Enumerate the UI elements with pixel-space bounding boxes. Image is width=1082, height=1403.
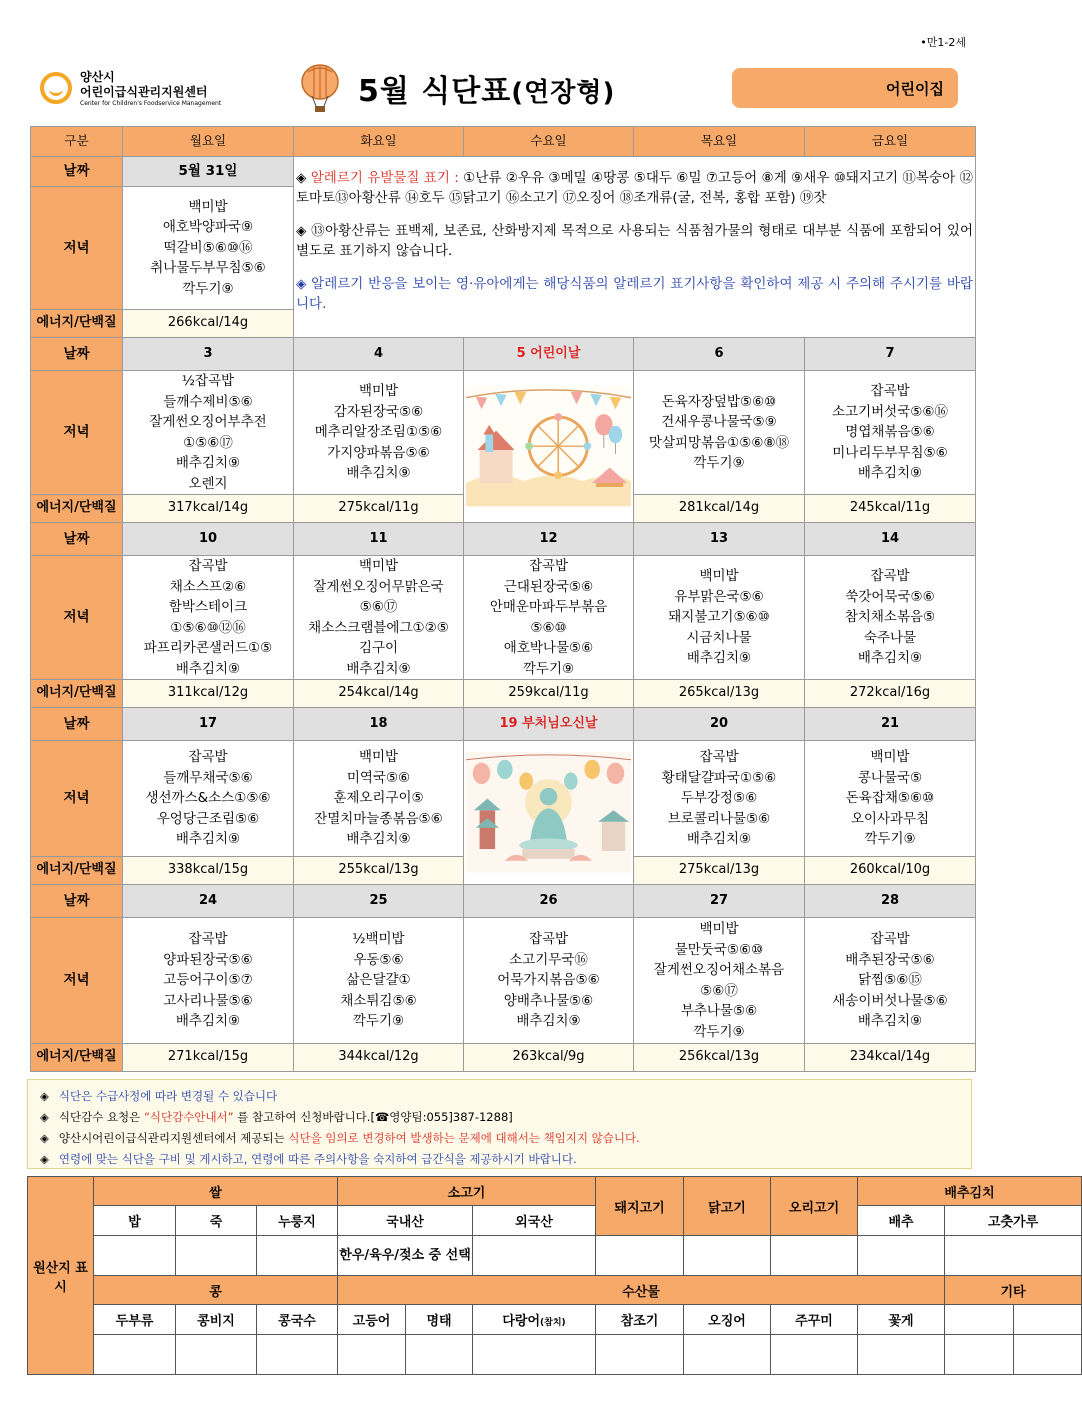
energy-cell: 263kcal/9g xyxy=(464,1044,634,1072)
menu-item: 배추김치⑨ xyxy=(857,465,923,482)
menu-item: 백미밥 xyxy=(699,921,739,937)
origin-input[interactable] xyxy=(771,1335,858,1375)
menu-item: 양파된장국⑤⑥ xyxy=(163,951,253,968)
origin-input[interactable] xyxy=(945,1236,1082,1276)
page-title xyxy=(358,66,615,110)
allergy-note-sulfite: ◈ ⑬아황산류는 표백제, 보존료, 산화방지제 목적으로 사용되는 식품첨가물의 형태로 대부분 식품에 포함되어 있어 별도로 표기하지 않습니다. xyxy=(296,222,973,259)
header-cell: 구분 xyxy=(31,127,123,157)
date-cell: 5 어린이날 xyxy=(464,338,634,371)
week-date-row xyxy=(31,523,976,556)
origin-input[interactable] xyxy=(473,1236,596,1276)
menu-item: 잡곡밥 xyxy=(188,558,228,574)
menu-item: 잡곡밥 xyxy=(870,931,910,948)
energy-cell: 275kcal/13g xyxy=(634,857,805,885)
menu-item: 채소튀김⑤⑥ xyxy=(340,992,417,1009)
dinner-label: 저녁 xyxy=(31,187,123,310)
menu-item: 생선까스&소스①⑤⑥ xyxy=(145,790,271,807)
origin-input[interactable] xyxy=(858,1236,945,1276)
origin-sub: 두부류 xyxy=(94,1305,176,1335)
origin-sub: 다랑어(참치) xyxy=(473,1305,596,1335)
date-cell: 17 xyxy=(123,708,294,741)
menu-item: 배추김치⑨ xyxy=(857,650,923,667)
menu-item: 어묵가지볶음⑤⑥ xyxy=(497,972,600,989)
menu-item: 안매운마파두부볶음 xyxy=(489,599,608,615)
menu-item: 물만둣국⑤⑥⑩ xyxy=(674,941,764,958)
menu-item: 쑥갓어묵국⑤⑥ xyxy=(845,588,935,605)
amusement-park-icon xyxy=(466,386,631,506)
menu-item: ⑤⑥⑰ xyxy=(700,982,738,999)
origin-input[interactable] xyxy=(94,1236,176,1276)
menu-cell xyxy=(805,741,976,857)
menu-item: 배추김치⑨ xyxy=(857,1013,923,1030)
header-cell: 금요일 xyxy=(805,127,976,157)
menu-item: 잘게썬오징어채소볶음 xyxy=(653,962,785,978)
origin-input[interactable] xyxy=(338,1335,406,1375)
origin-input[interactable] xyxy=(176,1236,257,1276)
menu-item: 돈육자장덮밥⑤⑥⑩ xyxy=(661,393,777,410)
menu-item: 깍두기⑨ xyxy=(693,455,745,471)
menu-item: 잡곡밥 xyxy=(188,749,228,766)
hot-air-balloon-icon xyxy=(298,64,342,114)
origin-sub: 누룽지 xyxy=(257,1206,338,1236)
menu-item: 미나리두부무침⑤⑥ xyxy=(832,444,948,461)
date-cell: 19 부처님오신날 xyxy=(464,708,634,741)
origin-input[interactable] xyxy=(473,1335,596,1375)
menu-cell xyxy=(464,918,634,1044)
origin-duck: 오리고기 xyxy=(771,1177,858,1236)
menu-item: 명엽채볶음⑤⑥ xyxy=(845,424,935,441)
menu-item: ½잡곡밥 xyxy=(181,373,235,389)
menu-item: 참치채소볶음⑤ xyxy=(844,609,936,626)
menu-cell xyxy=(634,918,805,1044)
energy-cell: 266kcal/14g xyxy=(123,310,294,338)
date-cell: 11 xyxy=(294,523,464,556)
menu-item: 고등어구이⑤⑦ xyxy=(163,972,253,989)
menu-item: 백미밥 xyxy=(358,383,399,400)
energy-cell: 281kcal/14g xyxy=(634,495,805,523)
energy-cell: 271kcal/15g xyxy=(123,1044,294,1072)
menu-item: 배추김치⑨ xyxy=(516,1013,581,1030)
energy-cell: 272kcal/16g xyxy=(805,680,976,708)
menu-cell xyxy=(294,556,464,680)
origin-sub: 고춧가루 xyxy=(945,1206,1082,1236)
notice-line: ◈ 식단은 수급사정에 따라 변경될 수 있습니다 xyxy=(40,1089,278,1103)
menu-item: 김구이 xyxy=(358,640,399,656)
dinner-label: 저녁 xyxy=(31,371,123,495)
menu-item: 콩나물국⑤ xyxy=(857,769,923,786)
energy-label: 에너지/단백질 xyxy=(31,1044,123,1072)
menu-item: 닭찜⑤⑥⑮ xyxy=(858,972,922,989)
energy-label: 에너지/단백질 xyxy=(31,495,123,523)
menu-cell xyxy=(294,918,464,1044)
header-cell: 목요일 xyxy=(634,127,805,157)
header-cell: 화요일 xyxy=(294,127,464,157)
menu-item: 배추김치⑨ xyxy=(686,650,752,667)
date-cell: 3 xyxy=(123,338,294,371)
origin-input[interactable] xyxy=(257,1236,338,1276)
notice-line: ◈ 양산시어린이급식관리지원센터에서 제공되는 식단을 임의로 변경하여 발생하는 문제에 대해서는 책임지지 않습니다. xyxy=(40,1131,640,1145)
menu-item: 배추김치⑨ xyxy=(346,660,411,677)
menu-item: 부추나물⑤⑥ xyxy=(680,1003,758,1019)
menu-cell xyxy=(805,556,976,680)
origin-rice: 쌀 xyxy=(94,1177,338,1206)
date-label: 날짜 xyxy=(31,338,123,371)
menu-item: 깍두기⑨ xyxy=(864,831,916,848)
origin-beef: 소고기 xyxy=(338,1177,596,1206)
menu-item: 근대된장국⑤⑥ xyxy=(503,578,594,595)
menu-item: 배추김치⑨ xyxy=(175,831,241,848)
center-name-box xyxy=(732,68,958,108)
energy-cell: 317kcal/14g xyxy=(123,495,294,523)
week-menu-row xyxy=(31,741,976,857)
logo-line1: 양산시 xyxy=(80,70,115,84)
notice-box xyxy=(27,1079,972,1169)
menu-cell xyxy=(634,371,805,495)
age-tag: •만1-2세 xyxy=(920,36,966,49)
dinner-label: 저녁 xyxy=(31,741,123,857)
date-cell: 18 xyxy=(294,708,464,741)
origin-sub: 국내산 xyxy=(338,1206,473,1236)
origin-sub xyxy=(945,1305,1014,1335)
menu-item: 백미밥 xyxy=(358,558,399,574)
origin-sub: 죽 xyxy=(176,1206,257,1236)
menu-cell xyxy=(634,741,805,857)
origin-sub: 배추 xyxy=(858,1206,945,1236)
menu-cell xyxy=(805,918,976,1044)
menu-item: 삶은달걀① xyxy=(346,972,411,989)
energy-cell: 256kcal/13g xyxy=(634,1044,805,1072)
header xyxy=(30,60,972,116)
menu-cell xyxy=(464,556,634,680)
origin-input[interactable] xyxy=(94,1335,176,1375)
menu-item: ⑤⑥⑩ xyxy=(530,619,567,636)
origin-sub: 외국산 xyxy=(473,1206,596,1236)
menu-item: 메추리알장조림①⑤⑥ xyxy=(314,424,443,441)
energy-cell: 265kcal/13g xyxy=(634,680,805,708)
origin-sub: 콩국수 xyxy=(257,1305,338,1335)
origin-input[interactable] xyxy=(596,1335,684,1375)
origin-sub: 참조기 xyxy=(596,1305,684,1335)
weekday-header-row xyxy=(31,127,976,157)
menu-item: 배추된장국⑤⑥ xyxy=(845,951,935,968)
menu-table xyxy=(30,126,976,1072)
menu-item: 새송이버섯나물⑤⑥ xyxy=(832,992,948,1009)
origin-input[interactable] xyxy=(1014,1335,1082,1375)
origin-input[interactable] xyxy=(684,1335,771,1375)
origin-sub xyxy=(1014,1305,1082,1335)
energy-cell: 311kcal/12g xyxy=(123,680,294,708)
menu-item: 백미밥 xyxy=(870,749,910,766)
dinner-label: 저녁 xyxy=(31,556,123,680)
menu-item: 소고기버섯국⑤⑥⑯ xyxy=(832,403,948,420)
menu-item: 배추김치⑨ xyxy=(686,831,752,848)
origin-input[interactable] xyxy=(858,1335,945,1375)
energy-cell: 260kcal/10g xyxy=(805,857,976,885)
date-cell: 4 xyxy=(294,338,464,371)
date-cell: 5월 31일 xyxy=(123,157,294,187)
menu-item: 잘게썬오징어부추전 xyxy=(149,414,267,430)
menu-cell xyxy=(123,556,294,680)
energy-cell: 344kcal/12g xyxy=(294,1044,464,1072)
date-cell: 26 xyxy=(464,885,634,918)
center-logo xyxy=(40,68,240,112)
week-menu-row xyxy=(31,371,976,495)
menu-item: 시금치나물 xyxy=(686,629,752,646)
origin-input[interactable] xyxy=(406,1335,473,1375)
menu-cell xyxy=(123,371,294,495)
origin-sub: 꽃게 xyxy=(858,1305,945,1335)
date-cell: 28 xyxy=(805,885,976,918)
date-label: 날짜 xyxy=(31,708,123,741)
menu-cell xyxy=(634,556,805,680)
logo-line3: Center for Children's Foodservice Management xyxy=(80,100,222,107)
date-label: 날짜 xyxy=(31,157,123,187)
week-date-row xyxy=(31,338,976,371)
menu-item: 건새우콩나물국⑤⑨ xyxy=(661,414,777,430)
energy-cell: 255kcal/13g xyxy=(294,857,464,885)
origin-sub: 오징어 xyxy=(684,1305,771,1335)
dinner-label: 저녁 xyxy=(31,918,123,1044)
menu-item: 브로콜리나물⑤⑥ xyxy=(667,810,771,827)
allergy-legend-label: 알레르기 유발물질 표기 : xyxy=(310,169,459,186)
menu-item: 소고기무국⑯ xyxy=(509,951,588,968)
date-cell: 10 xyxy=(123,523,294,556)
week-energy-row xyxy=(31,680,976,708)
origin-sub: 밥 xyxy=(94,1206,176,1236)
origin-etc: 기타 xyxy=(945,1276,1082,1305)
title-main: 5월 식단표 xyxy=(358,74,512,109)
date-cell: 7 xyxy=(805,338,976,371)
week-date-row xyxy=(31,885,976,918)
menu-item: 잡곡밥 xyxy=(528,931,569,948)
date-cell: 25 xyxy=(294,885,464,918)
menu-item: 미역국⑤⑥ xyxy=(346,769,411,786)
menu-item: 황태달걀파국①⑤⑥ xyxy=(661,769,777,786)
week-date-row xyxy=(31,708,976,741)
menu-item: 잡곡밥 xyxy=(870,383,910,400)
menu-item: 돼지불고기⑤⑥⑩ xyxy=(668,609,770,626)
notice-line: ◈ 연령에 맞는 식단을 구비 및 게시하고, 연령에 따른 주의사항을 숙지하여 급간식을 제공하시기 바랍니다. xyxy=(40,1152,577,1166)
menu-item: 배추김치⑨ xyxy=(175,455,241,471)
energy-cell: 275kcal/11g xyxy=(294,495,464,523)
menu-item: 잡곡밥 xyxy=(188,931,228,948)
menu-item: 돈육잡채⑤⑥⑩ xyxy=(845,790,935,807)
header-cell: 월요일 xyxy=(123,127,294,157)
center-label: 어린이집 xyxy=(886,80,944,98)
date-cell: 13 xyxy=(634,523,805,556)
menu-item: 고사리나물⑤⑥ xyxy=(163,992,253,1009)
menu-item: ①⑤⑥⑰ xyxy=(183,434,233,451)
date-cell: 24 xyxy=(123,885,294,918)
menu-cell xyxy=(123,918,294,1044)
origin-sub: 고등어 xyxy=(338,1305,406,1335)
menu-item: 우동⑤⑥ xyxy=(353,951,404,968)
menu-item: 백미밥 xyxy=(699,568,739,585)
menu-item: ½백미밥 xyxy=(352,931,405,948)
date-cell: 12 xyxy=(464,523,634,556)
allergy-note-caution: ◈ 알레르기 반응을 보이는 영·유아에게는 해당식품의 알레르기 표기사항을 확인하여 제공 시 주의해 주시기를 바랍니다. xyxy=(296,275,973,312)
energy-label: 에너지/단백질 xyxy=(31,680,123,708)
menu-cell xyxy=(294,741,464,857)
menu-item: 함박스테이크 xyxy=(168,599,248,615)
menu-item: ①⑤⑥⑩⑫⑯ xyxy=(170,619,246,636)
origin-input[interactable] xyxy=(596,1236,684,1276)
menu-item: 잔멸치마늘종볶음⑤⑥ xyxy=(314,810,443,827)
menu-item: 훈제오리구이⑤ xyxy=(333,790,424,807)
origin-bean: 콩 xyxy=(94,1276,338,1305)
menu-item: 배추김치⑨ xyxy=(175,660,241,677)
origin-input[interactable] xyxy=(945,1335,1014,1375)
menu-cell xyxy=(805,371,976,495)
date-cell: 27 xyxy=(634,885,805,918)
date-label: 날짜 xyxy=(31,885,123,918)
date-label: 날짜 xyxy=(31,523,123,556)
menu-item: 깍두기⑨ xyxy=(352,1013,405,1030)
origin-chicken: 닭고기 xyxy=(684,1177,771,1236)
origin-sub: 콩비지 xyxy=(176,1305,257,1335)
menu-item: 맛살피망볶음①⑤⑥⑧⑱ xyxy=(648,434,790,451)
origin-sub: 명태 xyxy=(406,1305,473,1335)
origin-input[interactable] xyxy=(257,1335,338,1375)
holiday-picture xyxy=(464,741,634,885)
menu-item: 채소스프②⑥ xyxy=(169,578,247,595)
menu-item: 잡곡밥 xyxy=(528,558,569,574)
menu-item: 배추김치⑨ xyxy=(175,1013,241,1030)
menu-item: 배추김치⑨ xyxy=(346,831,411,848)
notice-line: ◈ 식단감수 요청은 “식단감수안내서” 를 참고하여 신청바랍니다.[☎영양팀:055]387-1288] xyxy=(40,1110,513,1124)
menu-item: 오이사과무침 xyxy=(850,810,930,827)
energy-cell: 259kcal/11g xyxy=(464,680,634,708)
origin-input[interactable] xyxy=(176,1335,257,1375)
header-cell: 수요일 xyxy=(464,127,634,157)
menu-item: 오렌지 xyxy=(188,475,228,492)
menu-item: 숙주나물 xyxy=(863,629,917,646)
first-week-date-row xyxy=(31,157,976,187)
menu-item: 감자된장국⑤⑥ xyxy=(333,403,424,420)
menu-item: 파프리카콘샐러드①⑤ xyxy=(143,640,273,656)
holiday-picture xyxy=(464,371,634,523)
menu-item: 잡곡밥 xyxy=(699,749,739,766)
date-cell: 21 xyxy=(805,708,976,741)
menu-cell xyxy=(294,371,464,495)
title-sub: (연장형) xyxy=(511,78,616,108)
origin-input[interactable] xyxy=(771,1236,858,1276)
origin-kimchi: 배추김치 xyxy=(858,1177,1082,1206)
energy-cell: 245kcal/11g xyxy=(805,495,976,523)
allergy-info xyxy=(294,157,976,338)
week-menu-row xyxy=(31,556,976,680)
menu-item: 들깨수제비⑤⑥ xyxy=(163,393,253,410)
menu-item: 애호박나물⑤⑥ xyxy=(503,640,594,656)
energy-cell: 254kcal/14g xyxy=(294,680,464,708)
menu-item: 양배추나물⑤⑥ xyxy=(503,992,594,1009)
menu-cell xyxy=(123,741,294,857)
menu-item: 깍두기⑨ xyxy=(522,660,575,677)
date-cell: 14 xyxy=(805,523,976,556)
origin-seafood: 수산물 xyxy=(338,1276,945,1305)
date-cell: 6 xyxy=(634,338,805,371)
energy-label: 에너지/단백질 xyxy=(31,310,123,338)
origin-sub: 주꾸미 xyxy=(771,1305,858,1335)
menu-item: 두부강정⑤⑥ xyxy=(680,790,758,807)
origin-beef-note: 한우/육우/젖소 중 선택 xyxy=(338,1236,473,1276)
menu-item: ⑤⑥⑰ xyxy=(359,599,398,615)
menu-item: 배추김치⑨ xyxy=(346,465,411,482)
energy-cell: 234kcal/14g xyxy=(805,1044,976,1072)
menu-item: 깍두기⑨ xyxy=(693,1023,745,1040)
menu-item: 가지양파볶음⑤⑥ xyxy=(327,444,430,461)
menu-item: 잘게썬오징어무맑은국 xyxy=(313,578,444,595)
date-cell: 20 xyxy=(634,708,805,741)
menu-item: 잡곡밥 xyxy=(870,568,910,585)
week-menu-row xyxy=(31,918,976,1044)
menu-cell: 백미밥 애호박양파국⑨ 떡갈비⑤⑥⑩⑯ 취나물두부무침⑤⑥ 깍두기⑨ xyxy=(123,187,294,310)
origin-table xyxy=(27,1176,1082,1375)
menu-item: 백미밥 xyxy=(358,749,399,766)
origin-input[interactable] xyxy=(684,1236,771,1276)
smile-logo-icon xyxy=(40,72,72,104)
week-energy-row xyxy=(31,1044,976,1072)
logo-line2: 어린이급식관리지원센터 xyxy=(80,85,208,99)
menu-item: 유부맑은국⑤⑥ xyxy=(674,588,764,605)
menu-item: 채소스크램블에그①②⑤ xyxy=(308,619,449,636)
allergy-legend: ◈ 알레르기 유발물질 표기 : ①난류 ②우유 ③메밀 ④땅콩 ⑤대두 ⑥밀 ⑦고등어 ⑧게 ⑨새우 ⑩돼지고기 ⑪복숭아 ⑫토마토⑬아황산류 ⑭호두 ⑮닭고기 ⑯소고기 ⑰오징어 ⑱조개류(굴, 전복, 홍합 포함) ⑲잣 xyxy=(296,169,973,206)
menu-item: 우엉당근조림⑤⑥ xyxy=(156,810,260,827)
buddha-lantern-icon xyxy=(466,752,631,872)
origin-pork: 돼지고기 xyxy=(596,1177,684,1236)
energy-label: 에너지/단백질 xyxy=(31,857,123,885)
menu-item: 들깨무채국⑤⑥ xyxy=(163,769,253,786)
origin-label: 원산지 표시 xyxy=(28,1177,94,1375)
energy-cell: 338kcal/15g xyxy=(123,857,294,885)
